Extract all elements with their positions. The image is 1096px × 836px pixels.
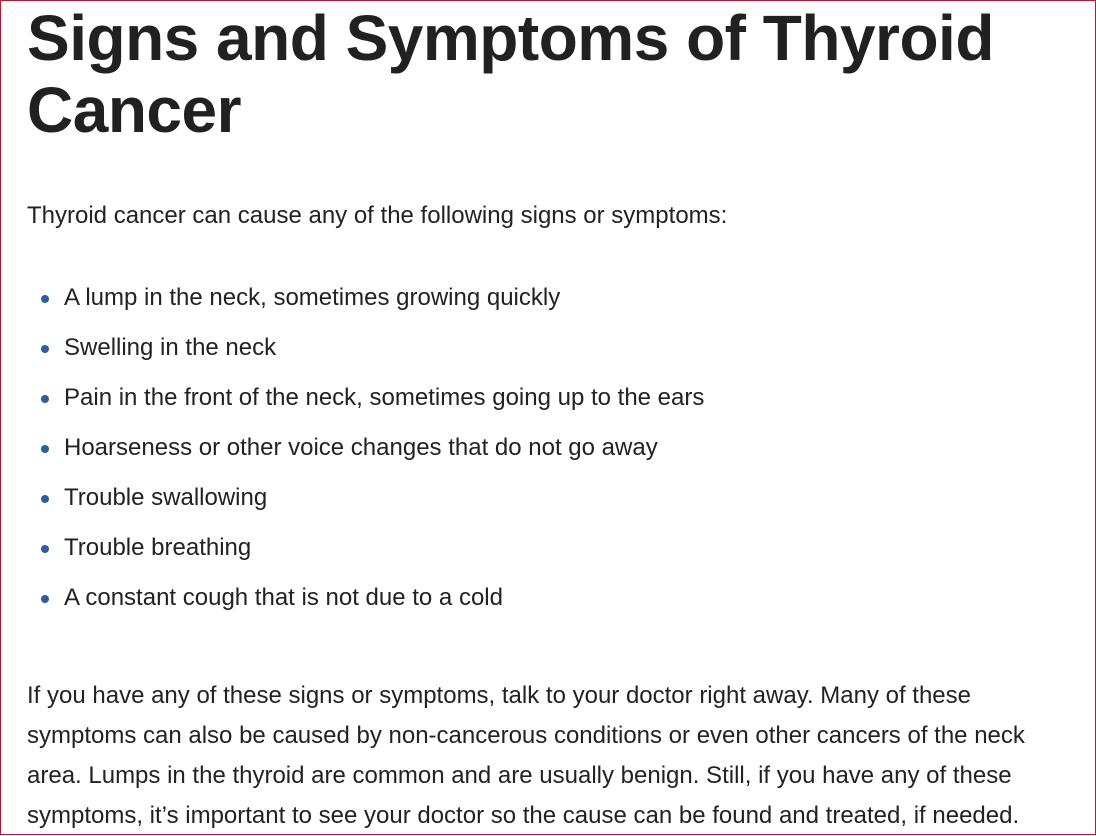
bullet-icon [41, 545, 49, 553]
list-item-text: A constant cough that is not due to a cold [64, 584, 503, 611]
bullet-icon [41, 595, 49, 603]
list-item-text: A lump in the neck, sometimes growing quickly [64, 284, 561, 311]
list-item-text: Trouble swallowing [64, 484, 268, 511]
list-item-text: Pain in the front of the neck, sometimes going up to the ears [64, 384, 705, 411]
list-item-text: Trouble breathing [64, 534, 252, 561]
bullet-icon [41, 395, 49, 403]
list-item [27, 282, 1077, 332]
list-item [27, 482, 1077, 532]
list-item-text: Swelling in the neck [64, 334, 277, 361]
article-content [27, 0, 1077, 836]
list-item [27, 582, 1077, 632]
list-item [27, 432, 1077, 482]
intro-paragraph: Thyroid cancer can cause any of the following signs or symptoms: [27, 202, 728, 229]
outro-paragraph: If you have any of these signs or symptoms, talk to your doctor right away. Many of these symptoms can also be caused by non-cancerous conditions or even other cancers of the neck area. Lumps in the thyroid are common and are usually benign. Still, if you have any of these symptoms, it’s important to see your doctor so the cause can be found and treated, if needed. [27, 682, 1025, 829]
list-item [27, 532, 1077, 582]
page-title: Signs and Symptoms of Thyroid Cancer [27, 2, 994, 146]
bullet-icon [41, 295, 49, 303]
list-item [27, 332, 1077, 382]
list-item-text: Hoarseness or other voice changes that do not go away [64, 434, 658, 461]
bullet-icon [41, 445, 49, 453]
list-item [27, 382, 1077, 432]
bullet-icon [41, 495, 49, 503]
symptoms-list [27, 282, 1077, 632]
bullet-icon [41, 345, 49, 353]
